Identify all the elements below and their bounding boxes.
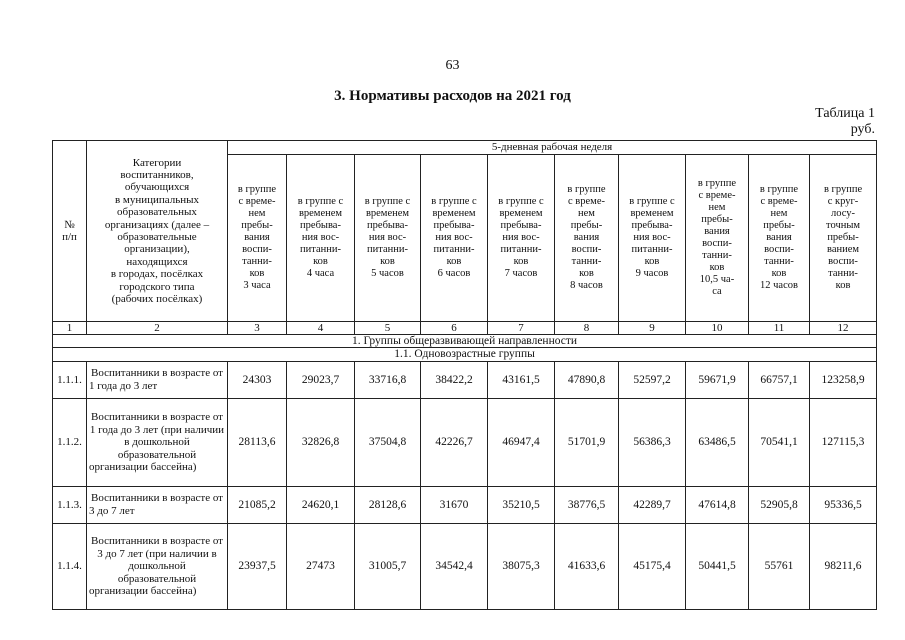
row-value: 52905,8 [749,486,810,523]
column-number: 9 [619,322,686,335]
row-value: 24303 [228,361,287,398]
table-row [53,523,877,609]
column-number: 1 [53,322,87,335]
table-row [53,486,877,523]
section-title: 1. Группы общеразвивающей направленности [53,335,877,348]
header-group-5: в группе с временем пребыва- ния вос- питанни- ков 7 часов [488,155,555,322]
row-value: 50441,5 [686,523,749,609]
header-group-3: в группе с временем пребыва- ния вос- питанни- ков 5 часов [355,155,421,322]
column-number: 6 [421,322,488,335]
header-group-1: в группе с време- нем пребы- вания воспи- танни- ков 3 часа [228,155,287,322]
header-group-9: в группе с време- нем пребы- вания воспи- танни- ков 12 часов [749,155,810,322]
header-group-4: в группе с временем пребыва- ния вос- питанни- ков 6 часов [421,155,488,322]
row-number: 1.1.4. [53,523,87,609]
table-label: Таблица 1 [815,106,875,121]
row-value: 98211,6 [810,523,877,609]
header-week: 5-дневная рабочая неделя [228,141,877,155]
column-number: 5 [355,322,421,335]
subsection-title: 1.1. Одновозрастные группы [53,348,877,361]
row-value: 33716,8 [355,361,421,398]
row-value: 66757,1 [749,361,810,398]
column-number: 3 [228,322,287,335]
header-group-8: в группе с време- нем пребы- вания воспи- танни- ков 10,5 ча- са [686,155,749,322]
row-value: 38422,2 [421,361,488,398]
row-value: 42289,7 [619,486,686,523]
row-value: 31670 [421,486,488,523]
row-number: 1.1.1. [53,361,87,398]
table-caption [815,106,875,138]
row-value: 41633,6 [555,523,619,609]
norms-table [52,140,877,610]
row-category: Воспитанники в возрасте от 1 года до 3 лет [87,361,228,398]
row-value: 21085,2 [228,486,287,523]
row-value: 127115,3 [810,398,877,486]
header-group-10: в группе с круг- лосу- точным пребы- ванием воспи- танни- ков [810,155,877,322]
page-number: 63 [445,58,460,73]
row-value: 24620,1 [287,486,355,523]
row-category: Воспитанники в возрасте от 3 до 7 лет (при наличии в дошкольной образовательной организации бассейна) [87,523,228,609]
table-row [53,398,877,486]
header-group-6: в группе с време- нем пребы- вания воспи- танни- ков 8 часов [555,155,619,322]
column-number: 7 [488,322,555,335]
row-value: 47890,8 [555,361,619,398]
row-value: 63486,5 [686,398,749,486]
row-value: 70541,1 [749,398,810,486]
row-value: 27473 [287,523,355,609]
row-category: Воспитанники в возрасте от 1 года до 3 лет (при наличии в дошкольной образовательной организации бассейна) [87,398,228,486]
row-value: 56386,3 [619,398,686,486]
header-category: Категории воспитанников, обучающихся в муниципальных образовательных организациях (далее – образовательные организации), находящихся в городах, посёлках городского типа (рабочих посёлках) [87,141,228,322]
row-value: 38776,5 [555,486,619,523]
table-unit: руб. [850,122,875,137]
row-value: 38075,3 [488,523,555,609]
row-value: 32826,8 [287,398,355,486]
row-value: 35210,5 [488,486,555,523]
row-value: 59671,9 [686,361,749,398]
row-number: 1.1.3. [53,486,87,523]
row-value: 29023,7 [287,361,355,398]
column-number: 4 [287,322,355,335]
row-value: 45175,4 [619,523,686,609]
row-number: 1.1.2. [53,398,87,486]
row-value: 95336,5 [810,486,877,523]
row-value: 47614,8 [686,486,749,523]
row-value: 28113,6 [228,398,287,486]
row-value: 55761 [749,523,810,609]
table-row [53,361,877,398]
column-number: 10 [686,322,749,335]
header-group-2: в группе с временем пребыва- ния вос- питанни- ков 4 часа [287,155,355,322]
row-value: 123258,9 [810,361,877,398]
column-number: 12 [810,322,877,335]
row-value: 31005,7 [355,523,421,609]
row-category: Воспитанники в возрасте от 3 до 7 лет [87,486,228,523]
column-number: 2 [87,322,228,335]
column-number: 11 [749,322,810,335]
row-value: 34542,4 [421,523,488,609]
header-row-number: № п/п [53,141,87,322]
row-value: 43161,5 [488,361,555,398]
row-value: 46947,4 [488,398,555,486]
header-group-7: в группе с временем пребыва- ния вос- питанни- ков 9 часов [619,155,686,322]
row-value: 52597,2 [619,361,686,398]
row-value: 51701,9 [555,398,619,486]
row-value: 23937,5 [228,523,287,609]
row-value: 37504,8 [355,398,421,486]
row-value: 42226,7 [421,398,488,486]
document-title: 3. Нормативы расходов на 2021 год [334,88,571,104]
column-number: 8 [555,322,619,335]
row-value: 28128,6 [355,486,421,523]
